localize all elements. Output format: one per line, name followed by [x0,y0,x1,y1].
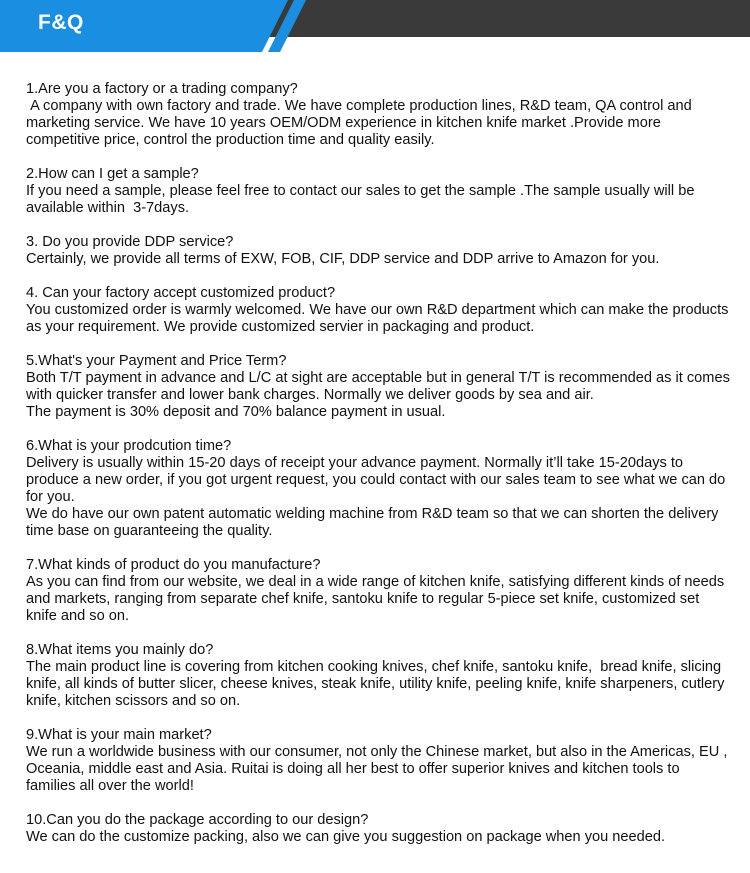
faq-answer: You customized order is warmly welcomed. We have our own R&D department which can make the products as your requirement. We provide customized servier in packaging and product. [26,302,733,335]
faq-question: 4. Can your factory accept customized product? [26,285,336,301]
faq-question: 9.What is your main market? [26,727,212,743]
faq-answer-extra: We do have our own patent automatic welding machine from R&D team so that we can shorten the delivery time base on guaranteeing the quality. [26,506,723,539]
faq-answer: The main product line is covering from kitchen cooking knives, chef knife, santoku knife, bread knife, slicing knife, all kinds of butter slicer, cheese knives, steak knife, utility knife, peeling knife, knife sharpeners, cutlery knife, kitchen scissors and so on. [26,659,729,709]
faq-answer: Both T/T payment in advance and L/C at sight are acceptable but in general T/T is recommended as it comes with quicker transfer and lower bank charges. Normally we deliver goods by sea and air. [26,370,734,403]
faq-question: 2.How can I get a sample? [26,166,199,182]
faq-question: 8.What items you mainly do? [26,642,214,658]
faq-answer: A company with own factory and trade. We have complete production lines, R&D team, QA control and marketing service. We have 10 years OEM/ODM experience in kitchen knife market .Provide more competitive price, control the production time and quality easily. [26,98,696,148]
faq-item-10 [26,812,732,846]
faq-question: 10.Can you do the package according to our design? [26,812,369,828]
faq-question: 7.What kinds of product do you manufacture? [26,557,321,573]
faq-question: 5.What's your Payment and Price Term? [26,353,287,369]
faq-item-2 [26,166,732,217]
header-accent-shape [0,0,750,52]
page-header [0,0,750,52]
faq-item-1 [26,81,732,149]
faq-answer-extra: The payment is 30% deposit and 70% balance payment in usual. [26,404,446,420]
faq-answer: As you can find from our website, we deal in a wide range of kitchen knife, satisfying different kinds of needs and markets, ranging from separate chef knife, santoku knife to regular 5-piece set knife, customized set knife and so on. [26,574,729,624]
faq-item-4 [26,285,732,336]
faq-question: 3. Do you provide DDP service? [26,234,234,250]
faq-question: 1.Are you a factory or a trading company? [26,81,298,97]
faq-item-8 [26,642,732,710]
faq-item-9 [26,727,732,795]
faq-question: 6.What is your prodcution time? [26,438,232,454]
page-title: F&Q [38,11,84,34]
faq-answer: We can do the customize packing, also we can give you suggestion on package when you needed. [26,829,666,845]
faq-item-7 [26,557,732,625]
faq-answer: Delivery is usually within 15-20 days of receipt your advance payment. Normally it’ll take 15-20days to produce a new order, if you got urgent request, you could contact with our sales team to see what we can do for you. [26,455,730,505]
faq-answer: We run a worldwide business with our consumer, not only the Chinese market, but also in the Americas, EU , Oceania, middle east and Asia. Ruitai is doing all her best to offer superior knives and kitchen tools to families all over the world! [26,744,732,794]
faq-item-3 [26,234,732,268]
faq-item-5 [26,353,732,421]
faq-item-6 [26,438,732,540]
faq-answer: If you need a sample, please feel free to contact our sales to get the sample .The sample usually will be available within 3-7days. [26,183,699,216]
faq-answer: Certainly, we provide all terms of EXW, FOB, CIF, DDP service and DDP arrive to Amazon for you. [26,251,660,267]
faq-list [26,81,732,863]
